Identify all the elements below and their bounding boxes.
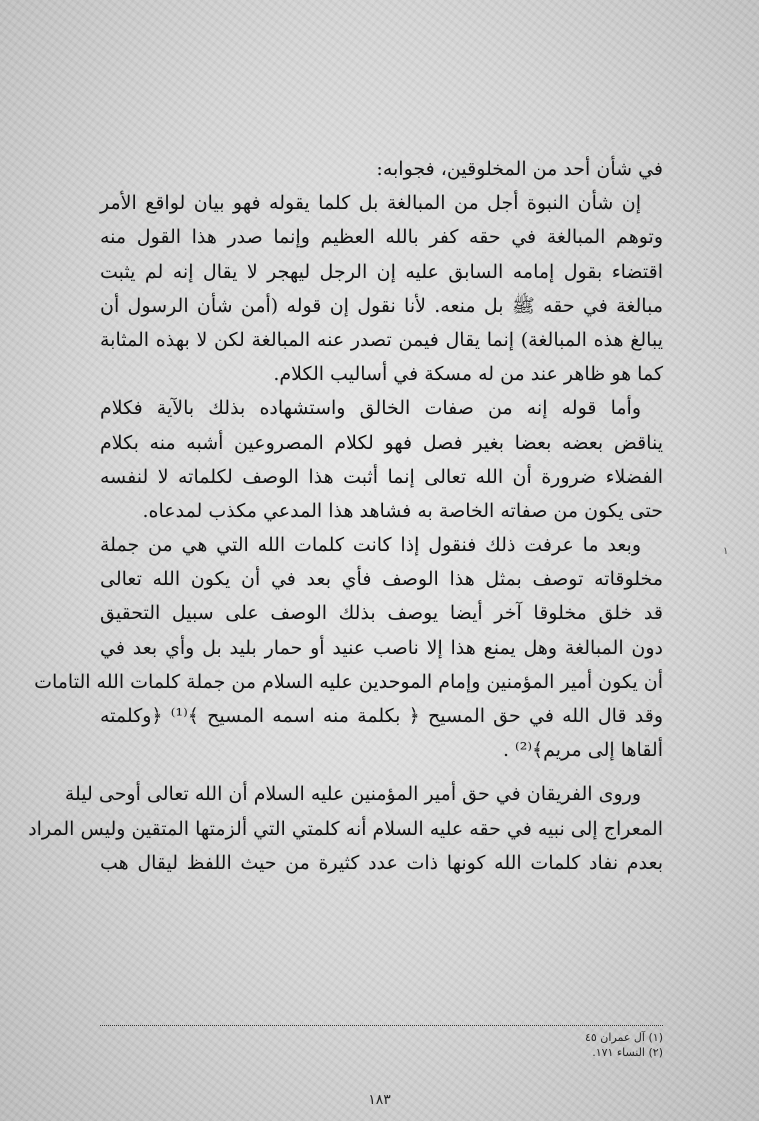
text-line: يناقض بعضه بعضا بغير فصل فهو لكلام المصروعين أشبه منه بكلام [100,431,663,454]
text-line: اقتضاء بقول إمامه السابق عليه إن الرجل ليهجر لا يقال إنه لم يثبت [100,260,663,283]
text-line: ألقاها إلى مريم﴾⁽²⁾ . [502,739,663,762]
margin-mark: ١ [723,546,729,557]
text-line: وتوهم المبالغة في حقه كفر بالله العظيم وإنما صدر هذا القول منه [100,226,664,249]
text-line: يبالغ هذه المبالغة) إنما يقال فيمن تصدر عنه المبالغة لكن لا بهذه المثابة [100,328,663,351]
text-line: الفضلاء ضرورة أن الله تعالى إنما أثبت هذا الوصف لكلماته لا لنفسه [100,465,663,488]
text-line: إن شأن النبوة أجل من المبالغة بل كلما يقوله فهو بيان لواقع الأمر [100,192,641,215]
text-line: مبالغة في حقه ﷺ بل منعه. لأنا نقول إن قوله (أمن شأن الرسول أن [100,294,663,317]
text-line: المعراج إلى نبيه في حقه عليه السلام أنه كلمتي التي ألزمتها المتقين وليس المراد [28,817,663,840]
footnote-2: (٢) النساء ١٧١. [592,1046,663,1059]
text-line: حتى يكون من صفاته الخاصة به فشاهد هذا المدعي مكذب لمدعاه. [142,499,663,522]
paragraph-spacer [100,767,663,777]
footnote-separator [100,1025,663,1026]
text-line: وأما قوله إنه من صفات الخالق واستشهاده بذلك بالآية فكلام [100,397,641,420]
text-line: بعدم نفاد كلمات الله كونها ذات عدد كثيرة من حيث اللفظ ليقال هب [100,851,663,874]
text-line: دون المبالغة وهل يمنع هذا إلا ناصب عنيد أو حمار بليد بل وأي بعد في [100,636,663,659]
page-number: ١٨٣ [368,1092,391,1108]
text-line: كما هو ظاهر عند من له مسكة في أساليب الكلام. [273,363,663,386]
footnote-1: (١) آل عمران ٤٥ [584,1031,663,1044]
text-line: مخلوقاته توصف بمثل هذا الوصف فأي بعد في أن يكون الله تعالى [100,568,663,591]
paragraph-group-2 [28,777,663,880]
text-line: أن يكون أمير المؤمنين وإمام الموحدين عليه السلام من جملة كلمات الله التامات [34,670,663,693]
main-text-block [28,152,664,880]
text-line: وبعد ما عرفت ذلك فنقول إذا كانت كلمات الله التي هي من جملة [100,534,641,557]
text-line: وقد قال الله في حق المسيح ﴿ بكلمة منه اسمه المسيح ﴾⁽¹⁾ ﴿وكلمته [100,705,663,727]
text-line: وروى الفريقان في حق أمير المؤمنين عليه السلام أن الله تعالى أوحى ليلة [64,783,641,806]
text-line: قد خلق مخلوقا آخر أيضا يوصف بذلك الوصف على سبيل التحقيق [100,602,663,625]
paragraph-group-1 [34,152,664,767]
text-line: في شأن أحد من المخلوقين، فجوابه: [376,158,663,180]
footnotes [100,1030,663,1060]
